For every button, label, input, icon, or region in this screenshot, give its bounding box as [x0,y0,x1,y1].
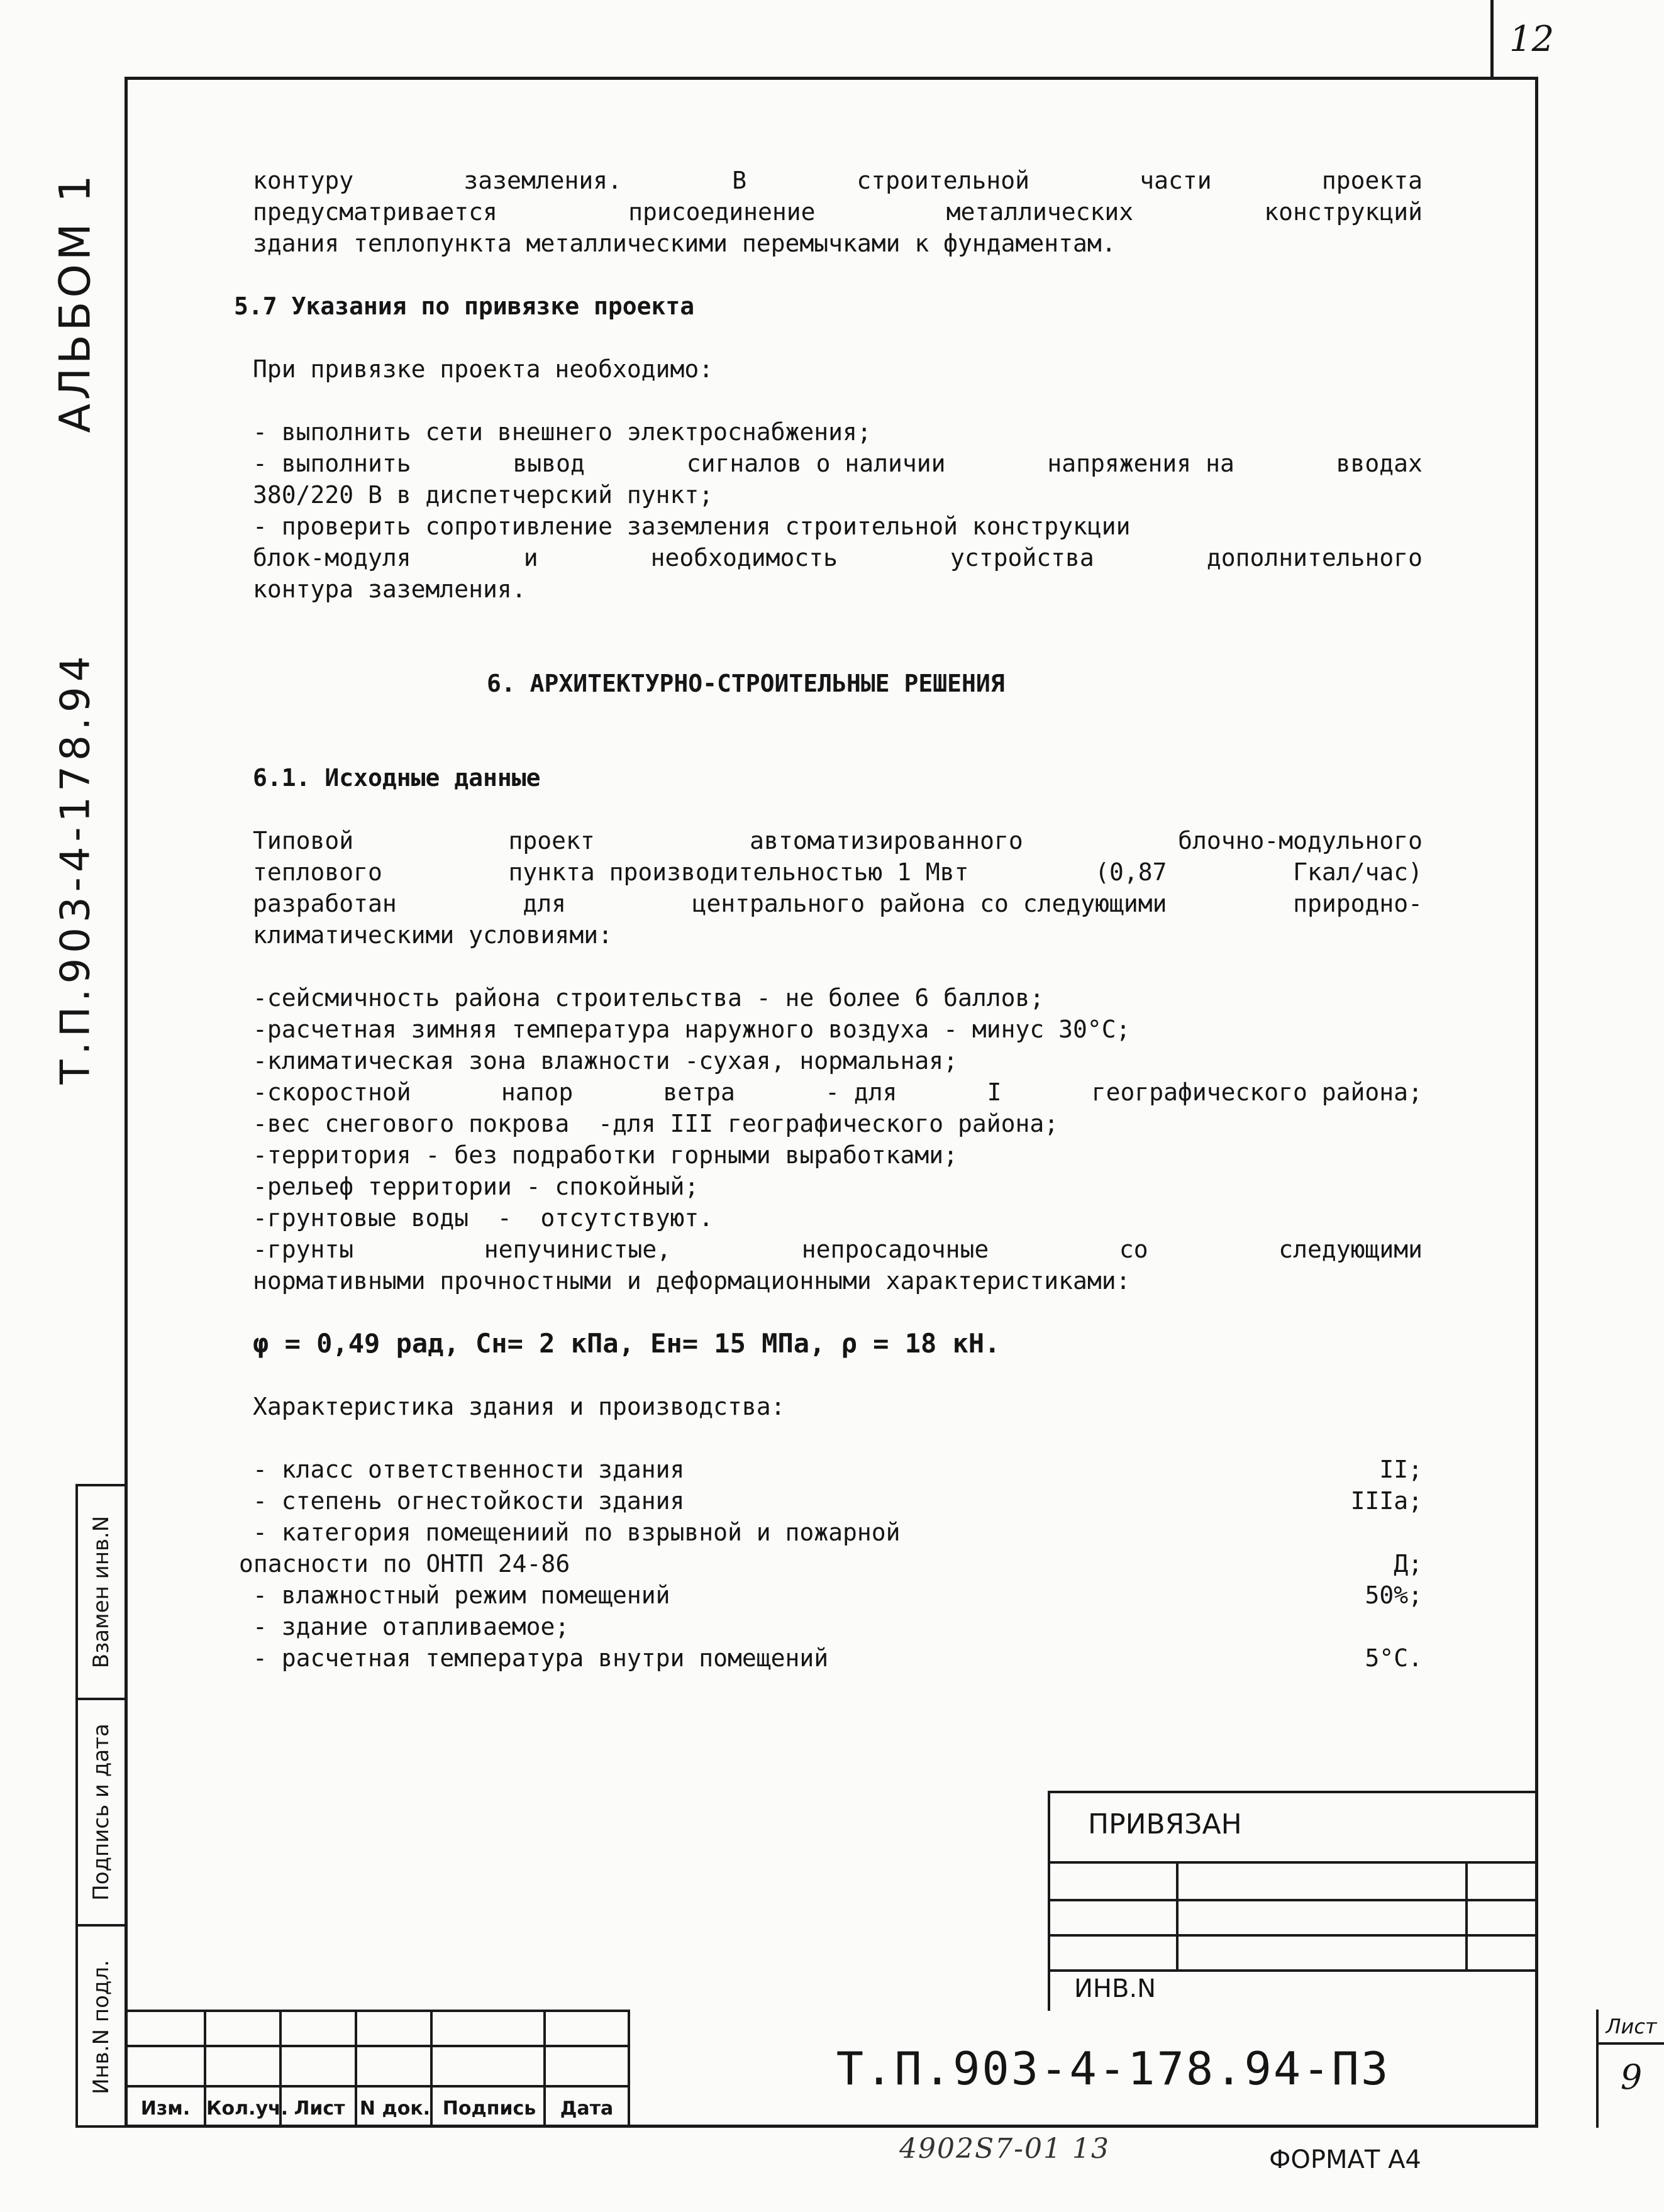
list-item: -вес снегового покрова -для III географического района; [253,1110,1059,1137]
list-item: -климатическая зона влажности -сухая, нормальная; [253,1047,958,1075]
characteristic-row: - влажностный режим помещений 50%; [253,1581,1423,1609]
page-number: 12 [1509,19,1555,60]
list-item: -рельеф территории - спокойный; [253,1173,699,1200]
list-item: - проверить сопротивление заземления строительной конструкции [253,512,1131,540]
column-label-kol-uch: Кол.уч. [206,2098,289,2120]
binding-title: ПРИВЯЗАН [1088,1808,1242,1840]
sheet-number: 9 [1620,2057,1643,2097]
column-label-izm: Изм. [140,2098,191,2120]
list-item: -расчетная зимняя температура наружного воздуха - минус 30°С; [253,1015,1131,1043]
frame-corner-line [1490,0,1494,77]
text-line: разработан для центрального района со следующими природно- [253,890,1423,917]
paper-format-label: ФОРМАТ А4 [1269,2145,1421,2174]
text-line: климатическими условиями: [253,921,613,949]
section-heading-5-7: 5.7 Указания по привязке проекта [234,292,695,320]
revision-table [125,2010,628,2128]
text-line: предусматривается присоединение металлических конструкций [253,198,1423,226]
characteristic-row: - степень огнестойкости здания IIIa; [253,1487,1423,1515]
text-line: Характеристика здания и производства: [253,1393,785,1420]
characteristic-row: - расчетная температура внутри помещений 5°С. [253,1644,1423,1672]
album-side-label: АЛЬБОМ 1 [50,170,101,433]
text-line: здания теплопункта металлическими перемычками к фундаментам. [253,229,1116,257]
text-line: блок-модуля и необходимость устройства дополнительного [253,544,1423,572]
column-label-n-dok: N док. [359,2098,431,2120]
section-heading-6: 6. АРХИТЕКТУРНО-СТРОИТЕЛЬНЫЕ РЕШЕНИЯ [487,670,1005,697]
stamp-cell-replaces-inv: Взамен инв.N [78,1486,125,1700]
text-line: теплового пункта производительностью 1 Мвт (0,87 Гкал/час) [253,858,1423,886]
stamp-cell-inv-podl: Инв.N подл. [89,1960,114,2094]
sheet-number-cell [1596,2010,1664,2128]
list-item: - выполнить сети внешнего электроснабжения; [253,418,872,446]
characteristic-row: - класс ответственности здания II; [253,1456,1423,1483]
list-item: -грунты непучинистые, непросадочные со следующими [253,1236,1423,1263]
text-line: контуру заземления. В строительной части проекта [253,167,1423,194]
characteristic-row: опасности по ОНТП 24-86 Д; [239,1550,1423,1578]
column-label-data: Дата [560,2098,614,2120]
section-heading-6-1: 6.1. Исходные данные [253,764,541,792]
list-item: -грунтовые воды - отсутствуют. [253,1204,714,1232]
binding-stamp-block [1048,1791,1538,2011]
text-line: нормативными прочностными и деформационными характеристиками: [253,1267,1131,1295]
approval-stamp-column [75,1484,125,2128]
stamp-cell-signature-date: Подпись и дата [78,1700,125,1927]
list-item: -сейсмичность района строительства - не более 6 баллов; [253,984,1045,1012]
sheet-label: Лист [1599,2015,1664,2045]
document-code-side-label: Т.П.903-4-178.94 [52,651,99,1085]
divider [1176,1861,1179,1972]
list-item: -скоростной напор ветра - для I географического района; [253,1078,1423,1106]
characteristic-row: - категория помещениий по взрывной и пожарной [253,1518,901,1546]
column-label-podpis: Подпись [442,2098,536,2120]
document-designation: Т.П.903-4-178.94-ПЗ [628,2010,1596,2128]
text-line: При привязке проекта необходимо: [253,355,714,383]
list-item: -территория - без подработки горными выработками; [253,1141,958,1169]
text-line: контура заземления. [253,575,526,603]
text-line: 380/220 В в диспетчерский пункт; [253,481,714,509]
divider [1465,1861,1468,1972]
soil-parameters-formula: φ = 0,49 рад, Сн= 2 кПа, Ен= 15 МПа, ρ = 18 кН. [253,1328,1001,1359]
list-item: - выполнить вывод сигналов о наличии напряжения на вводах [253,450,1423,477]
characteristic-row: - здание отапливаемое; [253,1613,570,1640]
title-block [125,2010,1657,2128]
column-label-list: Лист [294,2098,345,2120]
text-line: Типовой проект автоматизированного блочно-модульного [253,827,1423,854]
handwritten-archive-number: 4902S7-01 13 [899,2133,1110,2165]
inv-number-label: ИНВ.N [1074,1974,1156,2003]
